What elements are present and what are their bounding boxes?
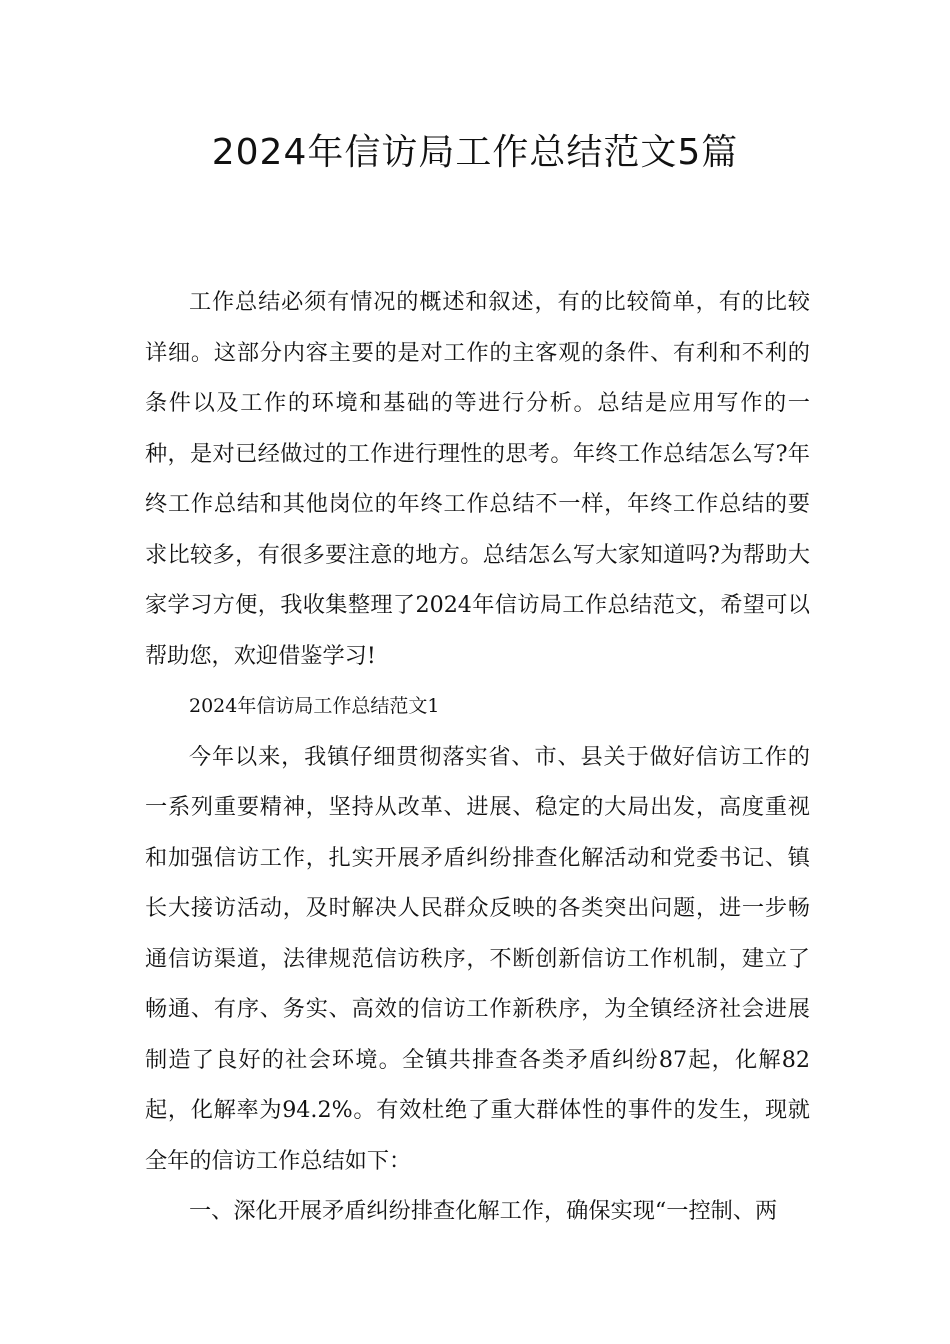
intro-paragraph: 工作总结必须有情况的概述和叙述，有的比较简单，有的比较详细。这部分内容主要的是对工作的主客观的条件、有利和不利的条件以及工作的环境和基础的等进行分析。总结是应用写作的一种，是对已经做过的工作进行理性的思考。年终工作总结怎么写?年终工作总结和其他岗位的年终工作总结不一样，年终工作总结的要求比较多，有很多要注意的地方。总结怎么写大家知道吗?为帮助大家学习方便，我收集整理了2024年信访局工作总结范文，希望可以帮助您，欢迎借鉴学习! bbox=[145, 289, 810, 669]
document-body bbox=[145, 277, 810, 1237]
section-paragraph: 今年以来，我镇仔细贯彻落实省、市、县关于做好信访工作的一系列重要精神，坚持从改革、进展、稳定的大局出发，高度重视和加强信访工作，扎实开展矛盾纠纷排查化解活动和党委书记、镇长大接访活动，及时解决人民群众反映的各类突出问题，进一步畅通信访渠道，法律规范信访秩序，不断创新信访工作机制，建立了畅通、有序、务实、高效的信访工作新秩序，为全镇经济社会进展制造了良好的社会环境。全镇共排查各类矛盾纠纷87起，化解82起，化解率为94.2%。有效杜绝了重大群体性的事件的发生，现就全年的信访工作总结如下： bbox=[145, 743, 810, 1174]
section-point-heading: 一、深化开展矛盾纠纷排查化解工作，确保实现“一控制、两 bbox=[189, 1198, 778, 1224]
document-title: 2024年信访局工作总结范文5篇 bbox=[211, 132, 739, 173]
section-heading: 2024年信访局工作总结范文1 bbox=[189, 695, 440, 717]
